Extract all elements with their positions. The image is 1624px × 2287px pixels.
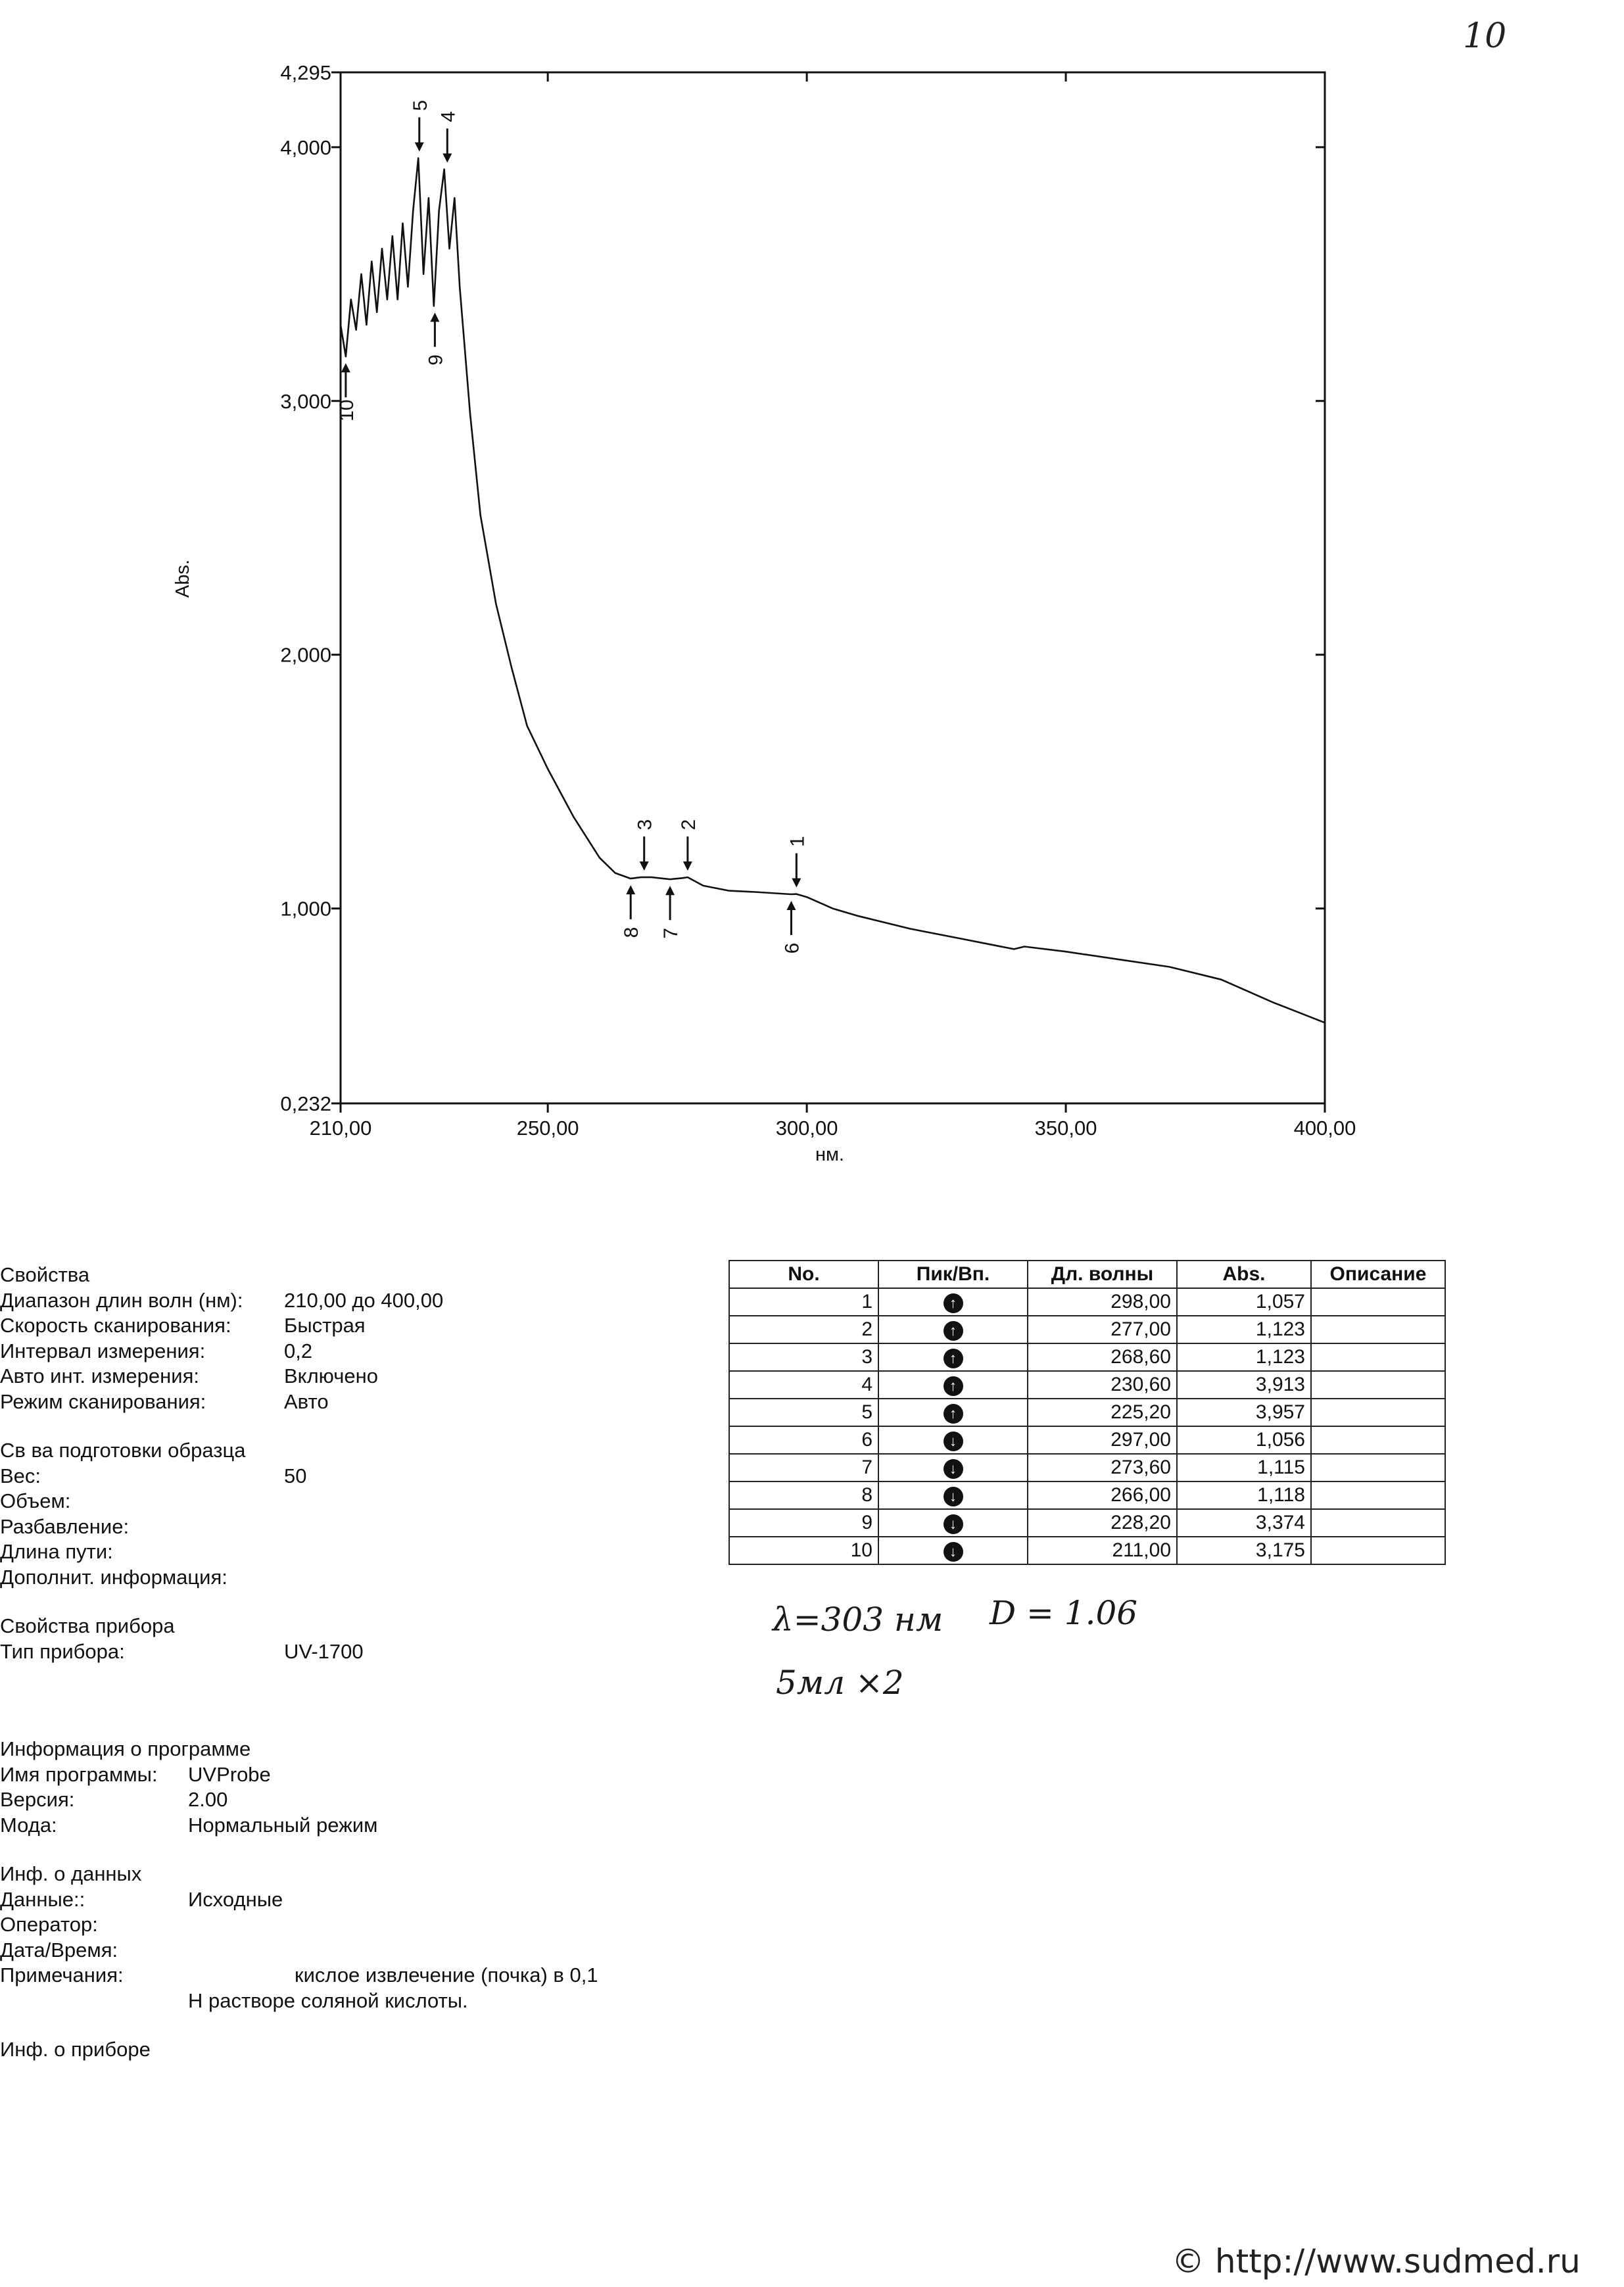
row-no: 4 [729, 1371, 878, 1399]
marker-5 [410, 100, 431, 151]
x-tick-label: 250,00 [516, 1117, 579, 1140]
marker-arrow [792, 879, 801, 888]
marker-arrow [626, 885, 635, 894]
marker-arrow [442, 153, 452, 162]
row-type [878, 1426, 1028, 1454]
row-type [878, 1454, 1028, 1481]
table-row [729, 1537, 1445, 1564]
marker-7 [660, 886, 682, 938]
interval-label: Интервал измерения: [0, 1339, 206, 1362]
marker-2 [678, 819, 700, 871]
col-type: Пик/Вп. [878, 1261, 1028, 1288]
row-no: 8 [729, 1481, 878, 1509]
device-info-title: Инф. о приборе [0, 2038, 151, 2061]
instrument-title: Свойства прибора [0, 1614, 175, 1637]
y-tick-label: 0,232 [280, 1092, 331, 1115]
row-description [1311, 1343, 1445, 1371]
peak-up-icon: ↑ [943, 1293, 963, 1313]
notes-line-2: Н растворе соляной кислоты. [188, 1988, 468, 2012]
row-abs: 1,118 [1177, 1481, 1311, 1509]
instrument-type-label: Тип прибора: [0, 1639, 125, 1663]
marker-label: 9 [425, 354, 447, 366]
y-tick-label: 3,000 [280, 389, 331, 413]
program-name-label: Имя программы: [0, 1762, 158, 1786]
col-abs: Abs. [1177, 1261, 1311, 1288]
table-row [729, 1509, 1445, 1537]
range-label: Диапазон длин волн (нм): [0, 1288, 243, 1312]
marker-10 [336, 363, 358, 421]
row-type [878, 1316, 1028, 1343]
col-wavelength: Дл. волны [1028, 1261, 1177, 1288]
marker-9 [425, 312, 446, 365]
peak-table [728, 1260, 1446, 1565]
scan-mode-label: Режим сканирования: [0, 1389, 206, 1413]
instrument-type-value: UV-1700 [284, 1639, 364, 1663]
y-tick-label: 2,000 [280, 643, 331, 667]
path-length-label: Длина пути: [0, 1540, 113, 1563]
valley-down-icon: ↓ [943, 1459, 963, 1479]
interval-value: 0,2 [284, 1339, 313, 1362]
handwritten-wavelength: λ=303 нм [773, 1601, 943, 1639]
marker-8 [621, 885, 642, 938]
table-row [729, 1454, 1445, 1481]
marker-3 [634, 819, 656, 871]
marker-label: 3 [634, 819, 656, 831]
marker-label: 5 [409, 100, 431, 111]
row-type [878, 1509, 1028, 1537]
marker-label: 6 [781, 942, 803, 954]
table-row [729, 1316, 1445, 1343]
marker-label: 1 [786, 836, 809, 847]
data-info-title: Инф. о данных [0, 1862, 142, 1885]
version-value: 2.00 [188, 1788, 228, 1811]
row-abs: 3,374 [1177, 1509, 1311, 1537]
marker-label: 8 [621, 927, 643, 938]
marker-arrow [640, 861, 649, 871]
marker-arrow [683, 861, 692, 871]
program-title: Информация о программе [0, 1737, 251, 1760]
peak-up-icon: ↑ [943, 1404, 963, 1424]
row-type [878, 1371, 1028, 1399]
operator-label: Оператор: [0, 1913, 98, 1936]
row-no: 5 [729, 1399, 878, 1426]
marker-6 [781, 901, 803, 953]
sample-title: Св ва подготовки образца [0, 1439, 246, 1462]
y-axis-title: Abs. [172, 559, 193, 598]
marker-1 [786, 836, 808, 887]
table-row [729, 1288, 1445, 1316]
row-abs: 3,175 [1177, 1537, 1311, 1564]
row-description [1311, 1426, 1445, 1454]
row-no: 10 [729, 1537, 878, 1564]
row-wavelength: 298,00 [1028, 1288, 1177, 1316]
extra-info-label: Дополнит. информация: [0, 1565, 227, 1589]
date-label: Дата/Время: [0, 1938, 118, 1962]
table-row [729, 1399, 1445, 1426]
row-abs: 3,957 [1177, 1399, 1311, 1426]
row-no: 6 [729, 1426, 878, 1454]
peak-up-icon: ↑ [943, 1321, 963, 1341]
table-row [729, 1481, 1445, 1509]
row-no: 1 [729, 1288, 878, 1316]
peak-table-header [729, 1261, 1445, 1288]
dilution-label: Разбавление: [0, 1514, 130, 1538]
marker-arrow [786, 901, 796, 910]
volume-label: Объем: [0, 1489, 71, 1512]
row-abs: 1,056 [1177, 1426, 1311, 1454]
row-wavelength: 228,20 [1028, 1509, 1177, 1537]
speed-value: Быстрая [284, 1314, 366, 1337]
row-abs: 1,123 [1177, 1316, 1311, 1343]
row-description [1311, 1399, 1445, 1426]
data-value: Исходные [188, 1887, 283, 1911]
auto-label: Авто инт. измерения: [0, 1364, 199, 1387]
row-type [878, 1399, 1028, 1426]
table-row [729, 1343, 1445, 1371]
row-description [1311, 1288, 1445, 1316]
weight-value: 50 [284, 1464, 307, 1487]
x-tick-label: 300,00 [775, 1117, 838, 1140]
row-description [1311, 1481, 1445, 1509]
row-type [878, 1537, 1028, 1564]
footer-url: © http://www.sudmed.ru [1172, 2242, 1581, 2280]
x-tick-label: 400,00 [1293, 1117, 1356, 1140]
handwritten-density: D = 1.06 [990, 1594, 1138, 1632]
marker-arrow [341, 363, 350, 372]
row-wavelength: 230,60 [1028, 1371, 1177, 1399]
row-wavelength: 225,20 [1028, 1399, 1177, 1426]
y-tick-label: 4,000 [280, 135, 331, 159]
valley-down-icon: ↓ [943, 1432, 963, 1451]
row-type [878, 1288, 1028, 1316]
row-abs: 1,123 [1177, 1343, 1311, 1371]
valley-down-icon: ↓ [943, 1487, 963, 1506]
row-no: 9 [729, 1509, 878, 1537]
row-no: 2 [729, 1316, 878, 1343]
row-no: 7 [729, 1454, 878, 1481]
row-abs: 1,057 [1177, 1288, 1311, 1316]
y-axis [280, 61, 1325, 1115]
valley-down-icon: ↓ [943, 1514, 963, 1534]
page-number: 10 [1463, 16, 1507, 56]
auto-value: Включено [284, 1364, 378, 1387]
row-description [1311, 1454, 1445, 1481]
table-row [729, 1426, 1445, 1454]
row-abs: 1,115 [1177, 1454, 1311, 1481]
row-wavelength: 266,00 [1028, 1481, 1177, 1509]
spectrum-line [341, 158, 1325, 1023]
row-description [1311, 1537, 1445, 1564]
row-type [878, 1343, 1028, 1371]
notes-line-1: кислое извлечение (почка) в 0,1 [295, 1963, 598, 1986]
data-label: Данные:: [0, 1887, 85, 1911]
y-tick-label: 1,000 [280, 897, 331, 921]
row-wavelength: 277,00 [1028, 1316, 1177, 1343]
peak-valley-markers [336, 100, 808, 953]
col-description: Описание [1311, 1261, 1445, 1288]
marker-label: 2 [677, 819, 700, 831]
plot-frame [341, 72, 1325, 1103]
speed-label: Скорость сканирования: [0, 1314, 231, 1337]
properties-title: Свойства [0, 1263, 90, 1286]
row-type [878, 1481, 1028, 1509]
col-no: No. [729, 1261, 878, 1288]
peak-up-icon: ↑ [943, 1376, 963, 1396]
marker-4 [437, 111, 459, 162]
marker-arrow [665, 886, 675, 895]
marker-arrow [430, 312, 439, 322]
x-tick-label: 210,00 [309, 1117, 372, 1140]
program-mode-label: Мода: [0, 1813, 57, 1837]
marker-label: 4 [437, 111, 460, 122]
handwritten-volume: 5мл ×2 [776, 1664, 904, 1702]
valley-down-icon: ↓ [943, 1542, 963, 1562]
row-wavelength: 273,60 [1028, 1454, 1177, 1481]
program-name-value: UVProbe [188, 1762, 271, 1786]
scan-mode-value: Авто [284, 1389, 329, 1413]
marker-arrow [415, 142, 424, 151]
version-label: Версия: [0, 1788, 75, 1811]
marker-label: 7 [660, 927, 682, 939]
row-wavelength: 211,00 [1028, 1537, 1177, 1564]
x-axis-title: нм. [815, 1144, 845, 1165]
row-description [1311, 1316, 1445, 1343]
y-tick-label: 4,295 [280, 61, 331, 84]
x-tick-label: 350,00 [1034, 1117, 1097, 1140]
row-description [1311, 1371, 1445, 1399]
marker-label: 10 [335, 399, 358, 421]
program-mode-value: Нормальный режим [188, 1813, 378, 1837]
row-wavelength: 268,60 [1028, 1343, 1177, 1371]
notes-label: Примечания: [0, 1963, 124, 1986]
range-value: 210,00 до 400,00 [284, 1288, 444, 1312]
row-description [1311, 1509, 1445, 1537]
row-wavelength: 297,00 [1028, 1426, 1177, 1454]
peak-up-icon: ↑ [943, 1349, 963, 1368]
table-row [729, 1371, 1445, 1399]
row-abs: 3,913 [1177, 1371, 1311, 1399]
row-no: 3 [729, 1343, 878, 1371]
x-axis [310, 72, 1356, 1140]
weight-label: Вес: [0, 1464, 41, 1487]
